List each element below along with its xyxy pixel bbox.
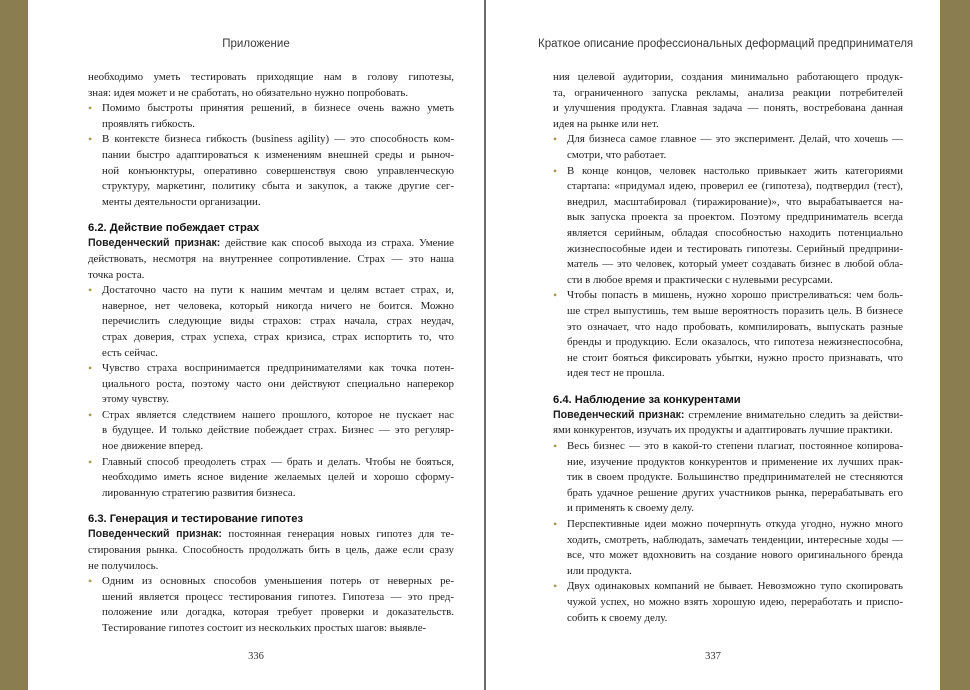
text-line: страх доверия, страх успеха, страх кризиса, страх испортить то, что xyxy=(102,330,454,343)
text-line: Весь бизнес — это в какой-то степени плагиат, постоянное копирова- xyxy=(567,440,903,453)
text-line: необходимо иметь ясное видение желаемых целей и хорошо сформу- xyxy=(102,471,454,484)
text-line: матель — это человек, который умеет создавать бизнес в любой обла- xyxy=(567,258,903,271)
text-line: ями конкурентов, изучать их продукты и адаптировать лучшие практики. xyxy=(553,424,893,437)
right-page xyxy=(486,0,940,690)
bullet-dot-icon: • xyxy=(88,101,93,116)
text-line: Двух одинаковых компаний не бывает. Невозможно тупо скопировать xyxy=(567,580,903,593)
lead-label: Поведенческий признак: xyxy=(553,408,685,421)
list-item xyxy=(88,361,454,408)
text-line: Для бизнеса самое главное — это эксперимент. Делай, что хочешь — xyxy=(567,133,903,146)
text-line: перечислить следующие виды страхов: страх начала, страх неудач, xyxy=(102,315,454,328)
text-line: вык запуска проекта за проектом. Поэтому предприниматель всегда xyxy=(567,211,903,224)
text-line: идея на рынке или нет. xyxy=(553,117,659,130)
text-line: жизнеспособные идеи и тестировать гипотезы. Серийный предприни- xyxy=(567,242,903,255)
text-line: зная: идея может и не сработать, но обязательно нужно попробовать. xyxy=(88,86,409,99)
text-line: точка роста. xyxy=(88,268,145,281)
list-item xyxy=(553,439,903,517)
text-line: проявлять гибкость. xyxy=(102,117,195,130)
text-line: это означает, что надо пробовать, компилировать, выпускать разные xyxy=(567,320,903,333)
bullet-dot-icon: • xyxy=(553,439,558,454)
text-line: все, что может вдохновить на создание нового оригинального бренда xyxy=(567,549,903,562)
text-line: этому чувству. xyxy=(102,393,170,406)
text-line: ходить, смотреть, наблюдать, замечать тенденции, интересные ходы — xyxy=(567,533,903,546)
list-item xyxy=(553,288,903,382)
section-heading: 6.4. Наблюдение за конкурентами xyxy=(553,393,741,406)
text-line: ние, изучение продуктов конкурентов и применение их лучших прак- xyxy=(567,455,903,468)
text-line: лированную стратегию развития бизнеса. xyxy=(102,486,296,499)
bullet-dot-icon: • xyxy=(88,574,93,589)
text-line: та, ограниченного запуска рекламы, анализа реакции потребителей xyxy=(553,86,903,99)
text-line: собить к своему делу. xyxy=(567,611,668,624)
section-heading: 6.3. Генерация и тестирование гипотез xyxy=(88,513,304,526)
text-line: Чувство страха воспринимается предпринимателями как точка потен- xyxy=(102,362,454,375)
text-line: ния целевой аудитории, создания минимально работающего продук- xyxy=(553,71,903,83)
list-item xyxy=(88,132,454,210)
text-line: действовать, несмотря на внутреннее сопротивление. Страх — это наша xyxy=(88,252,454,265)
text-line: В конце концов, человек настолько привыкает жить категориями xyxy=(567,164,903,177)
text-line: шений является процесс тестирования гипотез. Гипотеза — это пред- xyxy=(102,590,454,603)
text-line: Поведенческий признак: постоянная генерация новых гипотез для те- xyxy=(88,528,454,541)
text-line: Поведенческий признак: стремление внимательно следить за действи- xyxy=(553,408,903,421)
text-line: и улучшения продукта. Главная задача — понять, востребована данная xyxy=(553,102,903,115)
text-line: Поведенческий признак: действие как способ выхода из страха. Умение xyxy=(88,237,454,250)
bullet-dot-icon: • xyxy=(88,283,93,298)
list-item xyxy=(553,517,903,579)
text-line: положение или догадка, которая требует проверки и доказательств. xyxy=(102,606,454,619)
lead-label: Поведенческий признак: xyxy=(88,528,222,541)
text-line: брать удачное решение других участников рынка, перерабатывать его xyxy=(567,486,903,499)
text-line: стирования рынка. Способность продолжать бить в цель, даже если сразу xyxy=(88,544,454,557)
running-head-left: Приложение xyxy=(222,38,290,50)
bullet-dot-icon: • xyxy=(553,579,558,594)
bullet-dot-icon: • xyxy=(553,163,558,178)
text-line: бренды и продукцию. Если оказалось, что гипотеза нежизнеспособна, xyxy=(567,336,903,349)
text-line: идея тест не прошла. xyxy=(567,367,665,380)
running-head-right: Краткое описание профессиональных деформаций предпринимателя xyxy=(538,38,914,50)
text-line: ной конъюнктуры, оперативно совершенствуя свою управленческую xyxy=(102,164,454,177)
section-lead xyxy=(88,527,454,574)
left-page xyxy=(28,0,484,690)
text-line: или продукта. xyxy=(567,564,632,577)
text-line: является серийным, обладая способностью находить потенциально xyxy=(567,226,903,239)
page-number-right: 337 xyxy=(705,651,721,662)
bullet-dot-icon: • xyxy=(553,517,558,532)
intro-paragraph xyxy=(88,70,454,101)
list-item xyxy=(88,408,454,455)
text-line: ное движение вперед. xyxy=(102,440,204,453)
bullet-dot-icon: • xyxy=(553,132,558,147)
text-line: ше стрел выпустишь, тем выше вероятность поразить цель. В бизнесе xyxy=(567,304,903,317)
text-line: необходимо уметь тестировать приходящие нам в голову гипотезы, xyxy=(88,71,454,83)
text-line: и применять к своему делу. xyxy=(567,502,694,515)
text-line: не получилось. xyxy=(88,559,159,572)
text-line: Тестирование гипотез состоит из нескольких простых шагов: выявле- xyxy=(102,622,427,634)
bullet-dot-icon: • xyxy=(553,288,558,303)
text-line: внедрил, масштабировал (тиражирование)», что вырабатывается на- xyxy=(567,195,903,208)
section-heading: 6.2. Действие побеждает страх xyxy=(88,222,260,235)
intro-paragraph xyxy=(553,70,903,132)
text-line: Перспективные идеи можно почерпнуть откуда угодно, нужно много xyxy=(567,518,903,531)
list-item xyxy=(88,574,454,636)
text-line: Чтобы попасть в мишень, нужно хорошо пристреливаться: чем боль- xyxy=(567,289,903,302)
text-line: наверное, нет человека, который никогда ничего не боится. Можно xyxy=(102,299,454,312)
section-lead xyxy=(553,408,903,439)
text-line: тик в своем продукте. Большинство предпринимателей не стесняются xyxy=(567,471,903,484)
bullet-dot-icon: • xyxy=(88,454,93,469)
list-item xyxy=(553,132,903,163)
bullet-dot-icon: • xyxy=(88,132,93,147)
text-line: чужой успех, но можно взять хорошую идею, переработать и приспо- xyxy=(567,596,903,608)
text-line: структуру, маркетинг, политику сбыта и закупок, а также другие сег- xyxy=(102,180,454,193)
text-line: пании быстро адаптироваться к изменениям внешней среды и рыноч- xyxy=(102,148,454,161)
bullet-dot-icon: • xyxy=(88,407,93,422)
text-line: В контексте бизнеса гибкость (business agility) — это способность ком- xyxy=(102,133,454,146)
text-line: в будущее. И только действие побеждает страх. Бизнес — это регуляр- xyxy=(102,424,454,437)
list-item xyxy=(553,579,903,626)
text-line: не стоит бояться фиксировать убытки, нужно просто признавать, что xyxy=(567,351,903,364)
list-item xyxy=(88,101,454,132)
right-page-body xyxy=(553,70,903,626)
text-line: циального роста, поэтому часто они действуют специально наперекор xyxy=(102,377,454,390)
text-line: сти в любое время и практически с нулевыми ресурсами. xyxy=(567,273,833,286)
lead-label: Поведенческий признак: xyxy=(88,237,221,250)
page-number-left: 336 xyxy=(248,651,264,662)
text-line: Главный способ преодолеть страх — брать и делать. Чтобы не бояться, xyxy=(102,455,454,468)
bullet-dot-icon: • xyxy=(88,361,93,376)
left-page-body xyxy=(88,70,454,637)
text-line: Достаточно часто на пути к нашим мечтам и целям встает страх, и, xyxy=(102,284,454,297)
text-line: Одним из основных способов уменьшения потерь от неверных ре- xyxy=(102,575,454,588)
text-line: Помимо быстроты принятия решений, в бизнесе очень важно уметь xyxy=(102,102,454,115)
text-line: есть сейчас. xyxy=(102,346,158,359)
section-lead xyxy=(88,236,454,283)
list-item xyxy=(553,164,903,289)
list-item xyxy=(88,283,454,361)
text-line: Страх является следствием нашего прошлого, которое не пускает нас xyxy=(102,408,454,421)
text-line: смотри, что работает. xyxy=(567,148,667,161)
text-line: менты деятельности организации. xyxy=(102,195,261,208)
text-line: стартапа: «придумал идею, проверил ее (гипотеза), подтвердил (тест), xyxy=(567,180,903,193)
list-item xyxy=(88,455,454,502)
